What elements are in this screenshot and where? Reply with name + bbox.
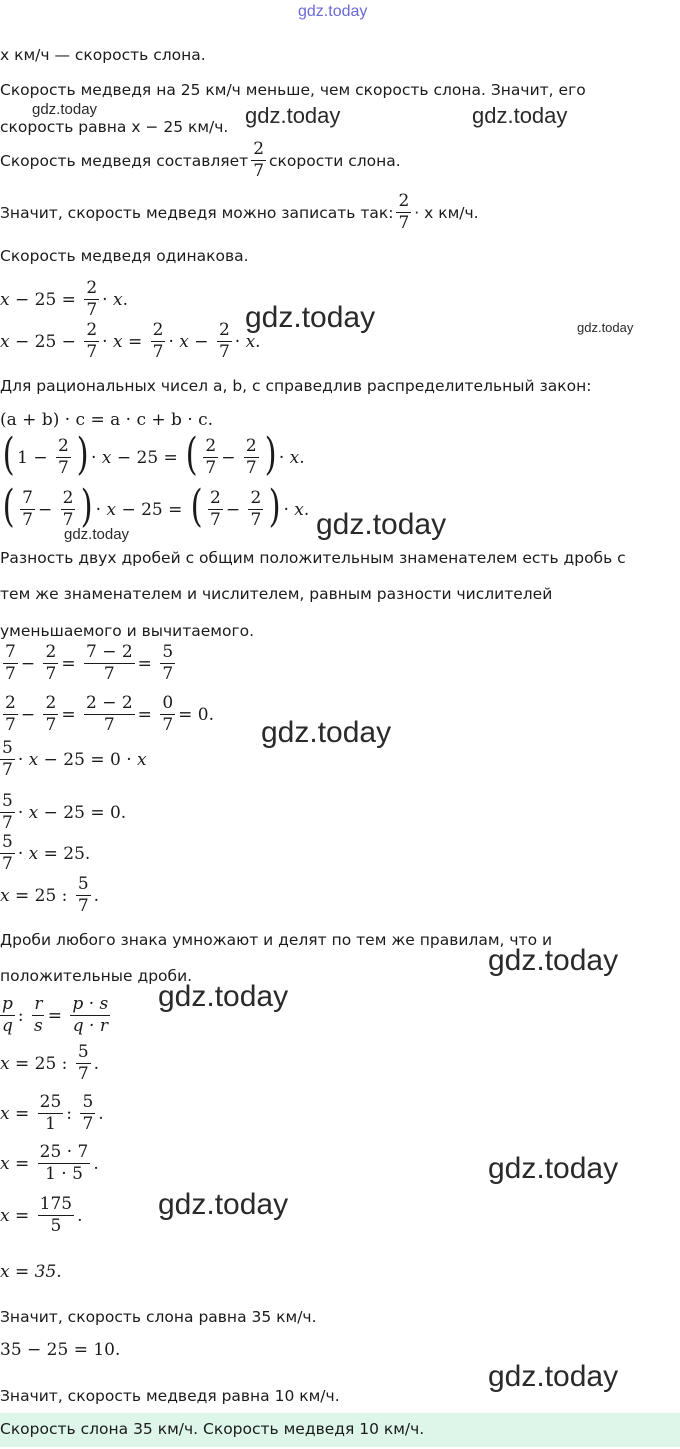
- text-line: Разность двух дробей с общим положительным знаменателем есть дробь с: [0, 549, 626, 567]
- equation: x − 25 = $\frac{2}{7}$ · x .: [0, 278, 128, 320]
- text-line: скорость равна x − 25 км/ч.: [0, 118, 229, 136]
- equation: x = 25 : $\frac{5}{7}$ .: [0, 1042, 100, 1084]
- watermark: gdz.today: [472, 103, 568, 128]
- equation: $\frac{2}{7}$ − $\frac{2}{7}$ = $\frac{2 - 2}{7}$ = $\frac{0}{7}$ = 0.: [5, 693, 215, 735]
- equation: x − 25 − $\frac{2}{7}$ · x = $\frac{2}{7}$ · x − $\frac{2}{7}$ · x .: [0, 320, 261, 362]
- text-line: Дроби любого знака умножают и делят по тем же правилам, что и: [0, 931, 553, 949]
- text-line: уменьшаемого и вычитаемого.: [0, 622, 255, 640]
- text-fragment: Скорость медведя составляет: [0, 151, 249, 170]
- equation: ( $\frac{7}{7}$ − $\frac{2}{7}$ ) · x − 25 = ( $\frac{2}{7}$ − $\frac{2}{7}$ ) · x .: [2, 480, 310, 532]
- equation: $\frac{5}{7}$ · x − 25 = 0.: [2, 791, 127, 833]
- watermark: gdz.today: [488, 1360, 619, 1393]
- watermark: gdz.today: [245, 103, 341, 128]
- text-line: положительные дроби.: [0, 967, 193, 985]
- equation: x = $\frac{25}{1}$ : $\frac{5}{7}$ .: [0, 1092, 104, 1134]
- watermark: gdz.today: [64, 526, 130, 543]
- text-line: тем же знаменателем и числителем, равным разности числителей: [0, 585, 553, 603]
- watermark: gdz.today: [316, 508, 447, 541]
- watermark: gdz.today: [32, 101, 98, 118]
- watermark: gdz.today: [245, 301, 376, 334]
- equation: x = 35.: [0, 1262, 62, 1282]
- text-fragment: · x км/ч.: [414, 203, 479, 222]
- watermark: gdz.today: [298, 3, 368, 20]
- equation: (a + b) · c = a · c + b · c.: [0, 410, 214, 430]
- equation: $\frac{5}{7}$ · x = 25.: [2, 832, 91, 874]
- text-line: Скорость медведя на 25 км/ч меньше, чем скорость слона. Значит, его: [0, 81, 586, 99]
- text-line: [0, 193, 479, 232]
- equation: x = 25 : $\frac{5}{7}$ .: [0, 874, 100, 916]
- text-line: Скорость медведя одинакова.: [0, 247, 249, 265]
- watermark: gdz.today: [488, 1152, 619, 1185]
- equation: 35 − 25 = 10.: [0, 1340, 121, 1360]
- fraction: $\frac{2}{7}$: [253, 139, 265, 181]
- text-line: Значит, скорость слона равна 35 км/ч.: [0, 1308, 317, 1326]
- equation: x = $\frac{25 \cdot 7}{1 \cdot 5}$ .: [0, 1142, 99, 1184]
- equation: $\frac{5}{7}$ · x − 25 = 0 · x: [2, 738, 147, 780]
- answer-text: Скорость слона 35 км/ч. Скорость медведя 10 км/ч.: [0, 1420, 425, 1438]
- text-line: x км/ч — скорость слона.: [0, 46, 206, 64]
- text-line: Для рациональных чисел a, b, c справедлив распределительный закон:: [0, 377, 592, 395]
- equation: $\frac{7}{7}$ − $\frac{2}{7}$ = $\frac{7 - 2}{7}$ = $\frac{5}{7}$: [5, 642, 174, 684]
- equation: $\frac{p}{q}$ : $\frac{r}{s}$ = $\frac{p \cdot s}{q \cdot r}$: [2, 994, 109, 1036]
- equation: x = $\frac{175}{5}$ .: [0, 1194, 83, 1236]
- text-fragment: скорости слона.: [269, 151, 401, 170]
- watermark: gdz.today: [158, 1188, 289, 1221]
- equation: ( 1 − $\frac{2}{7}$ ) · x − 25 = ( $\frac{2}{7}$ − $\frac{2}{7}$ ) · x .: [2, 428, 305, 480]
- watermark: gdz.today: [488, 944, 619, 977]
- text-fragment: Значит, скорость медведя можно записать так:: [0, 203, 394, 222]
- fraction: $\frac{2}{7}$: [398, 191, 410, 233]
- watermark: gdz.today: [577, 320, 634, 335]
- answer-box: [0, 1413, 680, 1447]
- watermark: gdz.today: [261, 716, 392, 749]
- watermark: gdz.today: [158, 980, 289, 1013]
- text-line: Значит, скорость медведя равна 10 км/ч.: [0, 1387, 340, 1405]
- text-line: [0, 141, 401, 180]
